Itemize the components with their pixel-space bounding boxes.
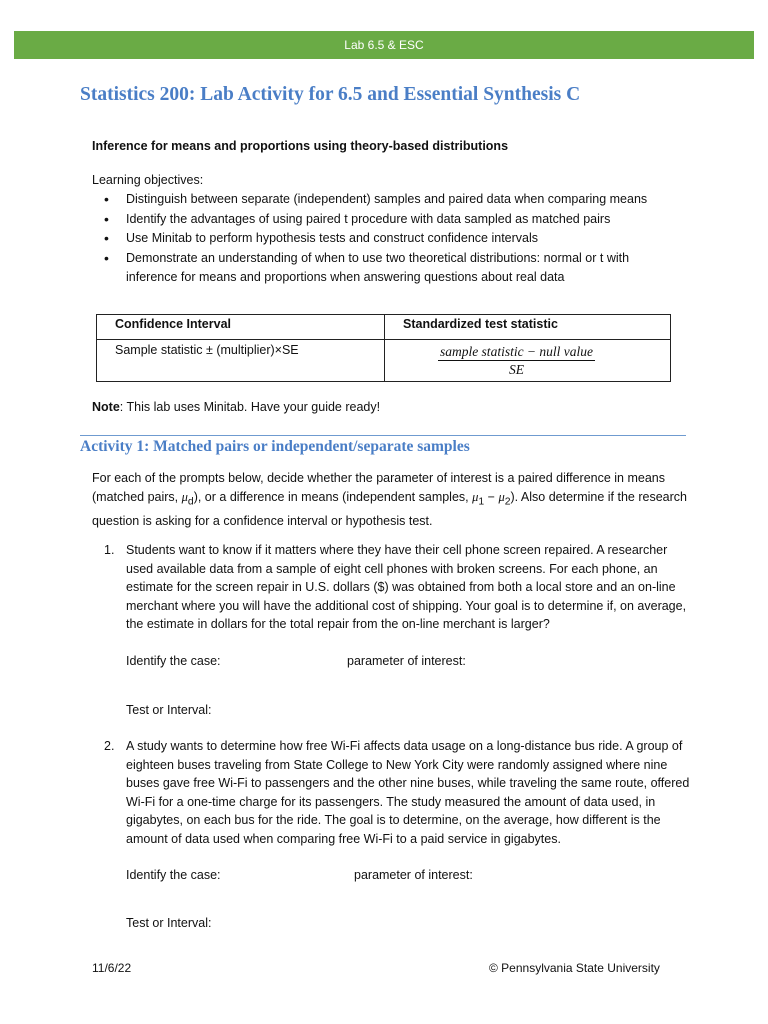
identify-case-label: Identify the case:: [126, 868, 221, 882]
section-divider: [80, 435, 686, 436]
bullet-icon: •: [104, 230, 109, 246]
subtitle: Inference for means and proportions using theory-based distributions: [92, 139, 509, 153]
bullet-icon: •: [104, 210, 109, 227]
footer-date: 11/6/22: [92, 961, 132, 975]
bullet-icon: •: [104, 191, 109, 207]
footer-copyright: © Pennsylvania State University: [489, 961, 660, 975]
question-1: [92, 541, 692, 634]
parameter-label: parameter of interest:: [347, 654, 466, 668]
fraction: [403, 343, 670, 378]
header-bar: [14, 31, 754, 59]
header-label: Lab 6.5 & ESC: [344, 38, 424, 52]
learning-objectives-list: [92, 190, 682, 288]
table-header-ci: Confidence Interval: [97, 315, 385, 340]
activity-intro: For each of the prompts below, decide whether the parameter of interest is a paired difference in means (matched pairs, $\mu_d$), or a difference in means (independent samples, $\mu_1 - \mu_2$). Also determine if the research question is asking for a confidence interval or hypothesis test.: [92, 471, 687, 528]
list-item: • Use Minitab to perform hypothesis tests and construct confidence intervals: [92, 229, 682, 249]
list-item: • Demonstrate an understanding of when to use two theoretical distributions: normal or t with inference for means and proportions when answering questions about real data: [104, 249, 630, 284]
test-or-interval-label: Test or Interval:: [126, 703, 212, 717]
fraction-numerator: sample statistic − null value: [439, 344, 594, 359]
parameter-label: parameter of interest:: [354, 868, 473, 882]
ci-formula: Sample statistic ± (multiplier)×SE: [97, 340, 385, 382]
formula-table: [96, 314, 671, 382]
note: [92, 400, 380, 414]
fraction-denominator: SE: [509, 362, 524, 377]
question-number: 2.: [104, 739, 115, 753]
question-text: Students want to know if it matters where they have their cell phone screen repaired. A researcher used available data from a sample of eight cell phones with broken screens. For each phone, an estimate for the screen repair in U.S. dollars ($) was obtained from both a local store and an on-line merchant where you will have the additional cost of shipping. Your goal is to determine if, on average, the estimate in dollars for the total repair from the on-line merchant is larger?: [126, 543, 687, 631]
test-or-interval-label: Test or Interval:: [126, 916, 212, 930]
list-item: • Identify the advantages of using paired t procedure with data sampled as matched pairs: [92, 210, 682, 230]
table-header-stat: Standardized test statistic: [385, 315, 671, 340]
list-item: • Distinguish between separate (independent) samples and paired data when comparing means: [92, 190, 682, 210]
note-text: : This lab uses Minitab. Have your guide ready!: [119, 400, 381, 414]
table-header-row: [97, 315, 671, 340]
page-title: Statistics 200: Lab Activity for 6.5 and Essential Synthesis C: [80, 84, 581, 105]
bullet-icon: •: [104, 249, 109, 266]
stat-formula: [385, 340, 671, 382]
question-2: [92, 737, 692, 848]
activity-heading: Activity 1: Matched pairs or independent/separate samples: [80, 438, 470, 455]
note-label: Note: [92, 400, 120, 414]
question-number: 1.: [104, 543, 115, 557]
identify-case-label: Identify the case:: [126, 654, 221, 668]
learning-objectives-label: Learning objectives:: [92, 173, 204, 187]
question-text: A study wants to determine how free Wi-Fi affects data usage on a long-distance bus ride. A group of eighteen buses traveling from State College to New York City were randomly assigned where nine buses gave free Wi-Fi to passengers and the other nine buses, while traveling the same route, offered Wi-Fi for a one-time charge for its passengers. The study measured the amount of data used, in gigabytes, on each bus for the ride. The goal is to determine, on the average, how different is the amount of data used when comparing free Wi-Fi to a paid service in gigabytes.: [126, 739, 690, 846]
table-row: [97, 340, 671, 382]
